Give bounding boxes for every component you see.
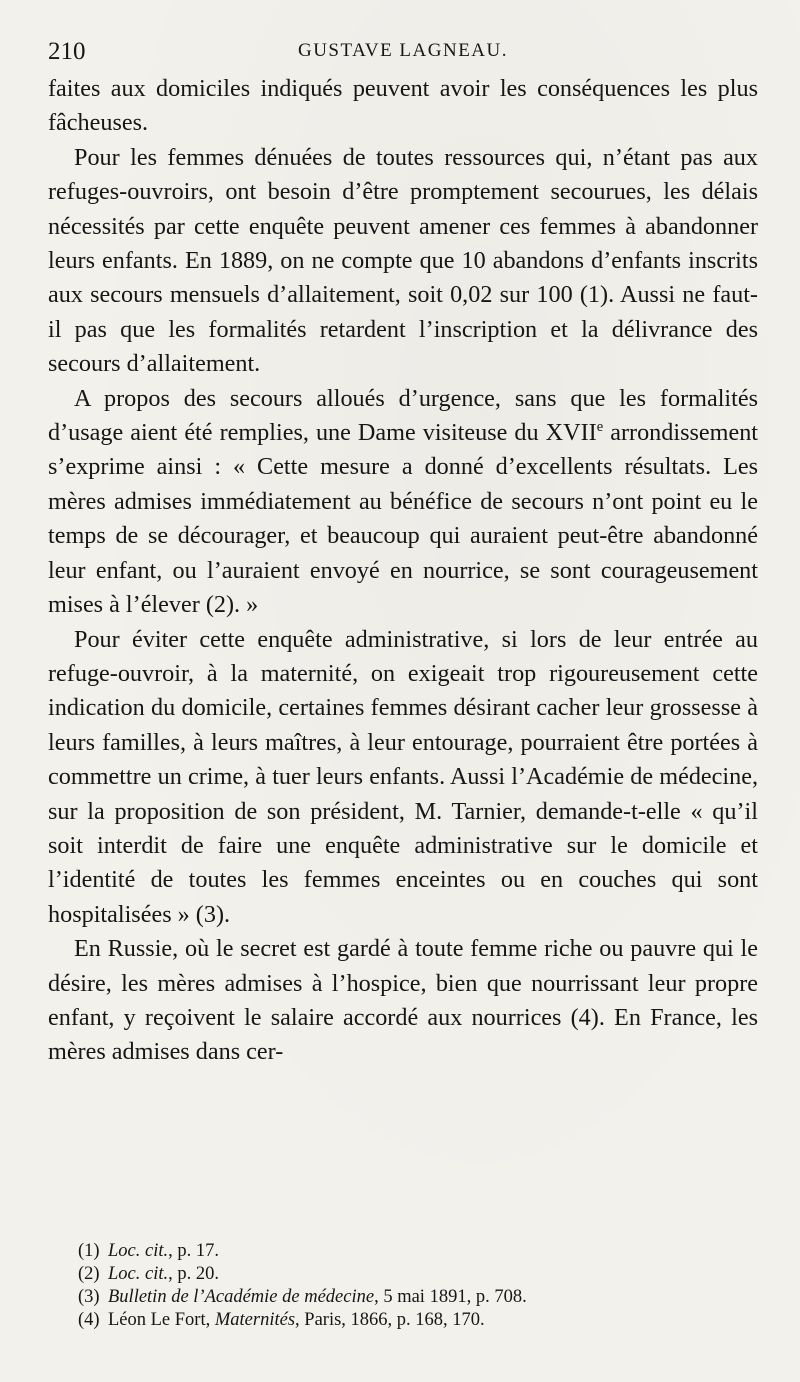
page-number: 210 bbox=[48, 38, 86, 65]
paragraph-continuation: faites aux domiciles indiqués peuvent avoir les conséquences les plus fâcheuses. bbox=[48, 75, 758, 137]
footnote-reference: Loc. cit. bbox=[108, 1241, 169, 1261]
footnote-author: Léon Le Fort, bbox=[108, 1310, 215, 1330]
footnote-1 bbox=[78, 1240, 527, 1263]
footnote-number: (3) bbox=[78, 1287, 100, 1307]
paragraph-enquete-administrative: Pour éviter cette enquête administrative, si lors de leur entrée au refuge-ouvroir, à la maternité, on exigeait trop rigoureusement cette indication du domicile, certaines femmes désirant cacher leur grossesse à leurs familles, à leurs maîtres, à leur entourage, pourraient être portées à commettre un crime, à tuer leurs enfants. Aussi l’Académie de médecine, sur la proposition de son président, M. Tarnier, demande-t-elle « qu’il soit interdit de faire une enquête administrative sur le domicile et l’identité de toutes les femmes enceintes ou en couches qui sont hospitalisées » (3). bbox=[48, 625, 758, 928]
footnote-detail: , 5 mai 1891, p. 708. bbox=[374, 1287, 527, 1307]
footnote-number: (4) bbox=[78, 1310, 100, 1330]
footnote-number: (1) bbox=[78, 1241, 100, 1261]
footnote-detail: , p. 17. bbox=[168, 1241, 219, 1261]
arrondissement-numeral: XVII bbox=[545, 419, 597, 447]
footnote-4 bbox=[78, 1309, 527, 1332]
paragraph-enquete-delais: Pour les femmes dénuées de toutes ressources qui, n’étant pas aux refuges-ouvroirs, ont besoin d’être promptement secourues, les délais nécessités par cette enquête peuvent amener ces femmes à abandonner leurs enfants. En 1889, on ne compte que 10 abandons d’enfants inscrits aux secours mensuels d’allaitement, soit 0,02 sur 100 (1). Aussi ne faut-il pas que les formalités retardent l’inscription et la délivrance des secours d’allaitement. bbox=[48, 143, 758, 378]
footnote-2 bbox=[78, 1263, 527, 1286]
running-title: GUSTAVE LAGNEAU. bbox=[297, 40, 508, 61]
footnote-reference: Loc. cit. bbox=[108, 1264, 169, 1284]
paragraph-secours-urgence bbox=[48, 382, 758, 623]
footnote-reference: Maternités bbox=[214, 1310, 296, 1330]
body-text bbox=[48, 72, 758, 1070]
running-head bbox=[48, 28, 758, 72]
footnote-detail: , p. 20. bbox=[168, 1264, 219, 1284]
footnote-3 bbox=[78, 1286, 527, 1309]
footnote-reference: Bulletin de l’Académie de médecine bbox=[108, 1287, 375, 1307]
paragraph-secours-urgence-lead: A propos des secours alloués d’urgence, sans que les formalités d’usage aient été remplies, une Dame visiteuse du bbox=[48, 384, 758, 447]
footnote-number: (2) bbox=[78, 1264, 100, 1284]
paragraph-russie: En Russie, où le secret est gardé à toute femme riche ou pauvre qui le désire, les mères admises à l’hospice, bien que nourrissant leur propre enfant, y reçoivent le salaire accordé aux nourrices (4). En France, les mères admises dans cer- bbox=[48, 935, 758, 1066]
footnote-detail: , Paris, 1866, p. 168, 170. bbox=[295, 1310, 485, 1330]
paragraph-secours-urgence-rest: arrondissement s’exprime ainsi : « Cette mesure a donné d’excellents résultats. Les mères admises immédiatement au bénéfice de secours n’ont point eu le temps de se décourager, et beaucoup qui auraient peut-être abandonné leur enfant, ou l’auraient envoyé en nourrice, se sont courageusement mises à l’élever (2). » bbox=[48, 419, 759, 619]
footnotes bbox=[78, 1240, 527, 1332]
arrondissement-suffix: e bbox=[596, 419, 604, 435]
